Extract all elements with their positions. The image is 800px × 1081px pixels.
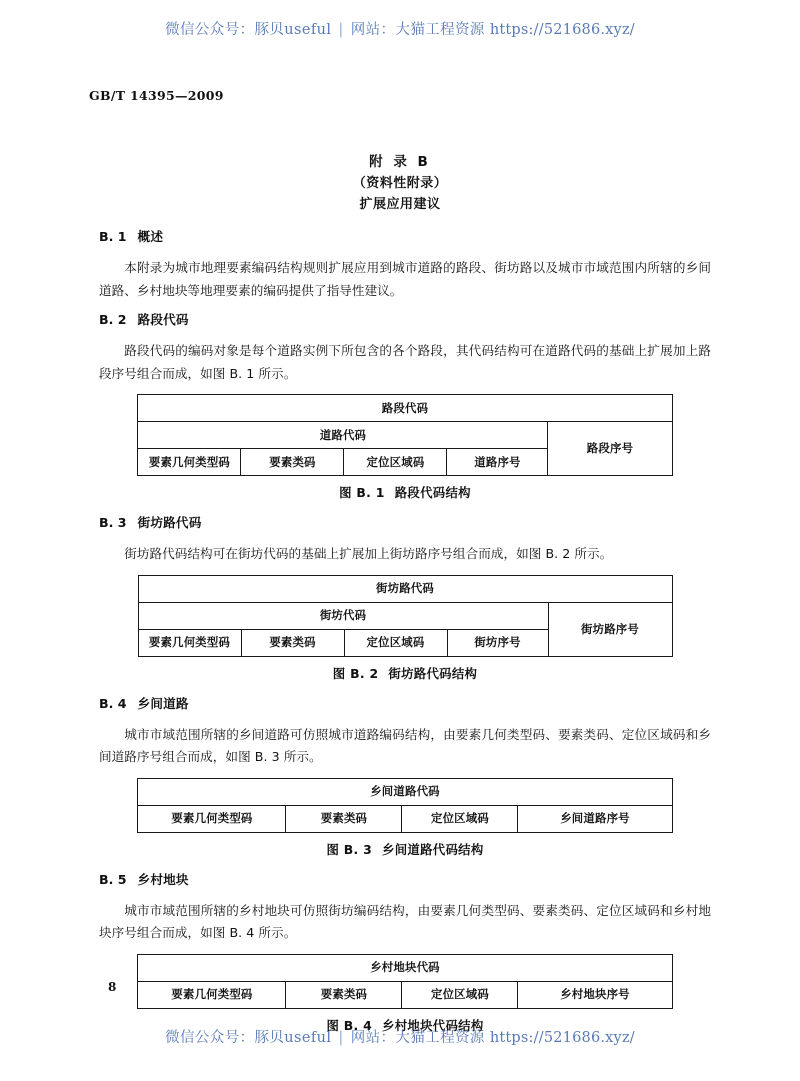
section-number-b4: B. 4: [99, 695, 127, 711]
section-title-b4: 乡间道路: [137, 695, 189, 711]
table-row: [138, 395, 672, 422]
figure-b1-cell-full: 路段代码: [138, 395, 672, 422]
section-heading-b3: [99, 514, 711, 532]
annex-name: 扩展应用建议: [359, 197, 441, 212]
figure-b2-cell-full: 街坊路代码: [138, 575, 672, 602]
section-paragraph-b4: 城市市域范围所辖的乡间道路可仿照城市道路编码结构，由要素几何类型码、要素类码、定位区域码和乡间道路序号组合而成，如图 B. 3 所示。: [99, 726, 711, 764]
watermark-wechat-label: 微信公众号：豚贝useful: [165, 1030, 332, 1046]
watermark-wechat-label: 微信公众号：豚贝useful: [165, 22, 332, 38]
watermark-site-label: 网站：大猫工程资源: [350, 1030, 485, 1046]
figure-b1-caption-title: 路段代码结构: [394, 485, 471, 500]
figure-b2-cell-group: 街坊代码: [138, 602, 548, 629]
figure-b4-caption-label: 图 B. 4: [326, 1017, 373, 1033]
figure-b3-cell-1: 要素类码: [286, 805, 402, 832]
section-number-b2: B. 2: [99, 312, 127, 327]
figure-b4-caption-title: 乡村地块代码结构: [382, 1017, 484, 1033]
annex-title-block: [0, 152, 800, 215]
section-heading-b5: [99, 871, 711, 889]
figure-b3-cell-full: 乡间道路代码: [138, 778, 672, 805]
figure-b2: [99, 575, 711, 682]
watermark-bottom: [0, 1026, 800, 1047]
section-heading-b1: [99, 228, 711, 246]
page-number: 8: [108, 980, 117, 994]
figure-b4-cell-2: 定位区域码: [402, 981, 518, 1008]
figure-b3-table: [137, 778, 672, 833]
figure-b4-cell-0: 要素几何类型码: [138, 981, 286, 1008]
table-row: [138, 805, 672, 832]
figure-b2-cell-3: 街坊序号: [447, 629, 548, 656]
watermark-url: https://521686.xyz/: [489, 22, 635, 38]
figure-b3-cell-2: 定位区域码: [402, 805, 518, 832]
figure-b4-cell-1: 要素类码: [286, 981, 402, 1008]
section-title-b2: 路段代码: [137, 312, 189, 327]
watermark-top: [0, 18, 800, 39]
figure-b4-table: [137, 954, 672, 1009]
annex-title: 附 录 B: [369, 154, 431, 170]
section-number-b3: B. 3: [99, 515, 127, 530]
figure-b1-cell-right: 路段序号: [548, 422, 672, 476]
running-head-standard-number: GB/T 14395—2009: [89, 88, 224, 103]
figure-b1-cell-0: 要素几何类型码: [138, 449, 241, 476]
section-paragraph-b2: 路段代码的编码对象是每个道路实例下所包含的各个路段，其代码结构可在道路代码的基础上扩展加上路段序号组合而成，如图 B. 1 所示。: [99, 343, 711, 381]
figure-b1-cell-2: 定位区域码: [344, 449, 447, 476]
figure-b1-cell-1: 要素类码: [241, 449, 344, 476]
figure-b1-caption-label: 图 B. 1: [339, 485, 385, 500]
section-paragraph-b3: 街坊路代码结构可在街坊代码的基础上扩展加上街坊路序号组合而成，如图 B. 2 所示。: [124, 546, 613, 561]
figure-b2-cell-0: 要素几何类型码: [138, 629, 241, 656]
table-row: [138, 602, 672, 629]
watermark-site-label: 网站：大猫工程资源: [350, 22, 485, 38]
section-paragraph-b1: 本附录为城市地理要素编码结构规则扩展应用到城市道路的路段、街坊路以及城市市域范围内所辖的乡间道路、乡村地块等地理要素的编码提供了指导性建议。: [99, 260, 711, 298]
table-row: [138, 778, 672, 805]
figure-b1: [99, 394, 711, 501]
figure-b2-cell-1: 要素类码: [241, 629, 344, 656]
section-heading-b4: [99, 695, 711, 713]
figure-b4: [99, 954, 711, 1034]
table-row: [138, 981, 672, 1008]
section-title-b1: 概述: [137, 229, 164, 244]
watermark-url: https://521686.xyz/: [489, 1030, 635, 1046]
table-row: [138, 422, 672, 449]
watermark-separator: |: [338, 22, 344, 38]
document-content: [99, 228, 711, 1034]
annex-subtitle: （资料性附录）: [352, 176, 448, 191]
figure-b3-caption-title: 乡间道路代码结构: [382, 841, 484, 857]
figure-b3-caption: [99, 840, 711, 858]
figure-b3-caption-label: 图 B. 3: [326, 841, 373, 857]
figure-b1-cell-3: 道路序号: [447, 449, 548, 476]
section-number-b5: B. 5: [99, 871, 127, 887]
watermark-separator: |: [338, 1030, 344, 1046]
figure-b4-cell-3: 乡村地块序号: [518, 981, 672, 1008]
figure-b1-table: [137, 394, 672, 476]
figure-b4-cell-full: 乡村地块代码: [138, 954, 672, 981]
figure-b3-cell-3: 乡间道路序号: [518, 805, 672, 832]
section-title-b5: 乡村地块: [137, 871, 189, 887]
section-number-b1: B. 1: [99, 229, 127, 244]
figure-b3: [99, 778, 711, 858]
table-row: [138, 954, 672, 981]
section-title-b3: 街坊路代码: [137, 515, 202, 530]
figure-b2-cell-right: 街坊路序号: [548, 602, 672, 656]
figure-b2-cell-2: 定位区域码: [344, 629, 447, 656]
section-paragraph-b5: 城市市域范围所辖的乡村地块可仿照街坊编码结构，由要素几何类型码、要素类码、定位区域码和乡村地块序号组合而成，如图 B. 4 所示。: [99, 902, 711, 940]
figure-b2-table: [138, 575, 673, 657]
section-heading-b2: [99, 311, 711, 329]
table-row: [138, 575, 672, 602]
figure-b1-cell-group: 道路代码: [138, 422, 548, 449]
figure-b2-caption: [99, 664, 711, 682]
figure-b2-caption-title: 街坊路代码结构: [388, 665, 478, 681]
figure-b2-caption-label: 图 B. 2: [332, 665, 379, 681]
figure-b1-caption: [99, 483, 711, 501]
figure-b3-cell-0: 要素几何类型码: [138, 805, 286, 832]
